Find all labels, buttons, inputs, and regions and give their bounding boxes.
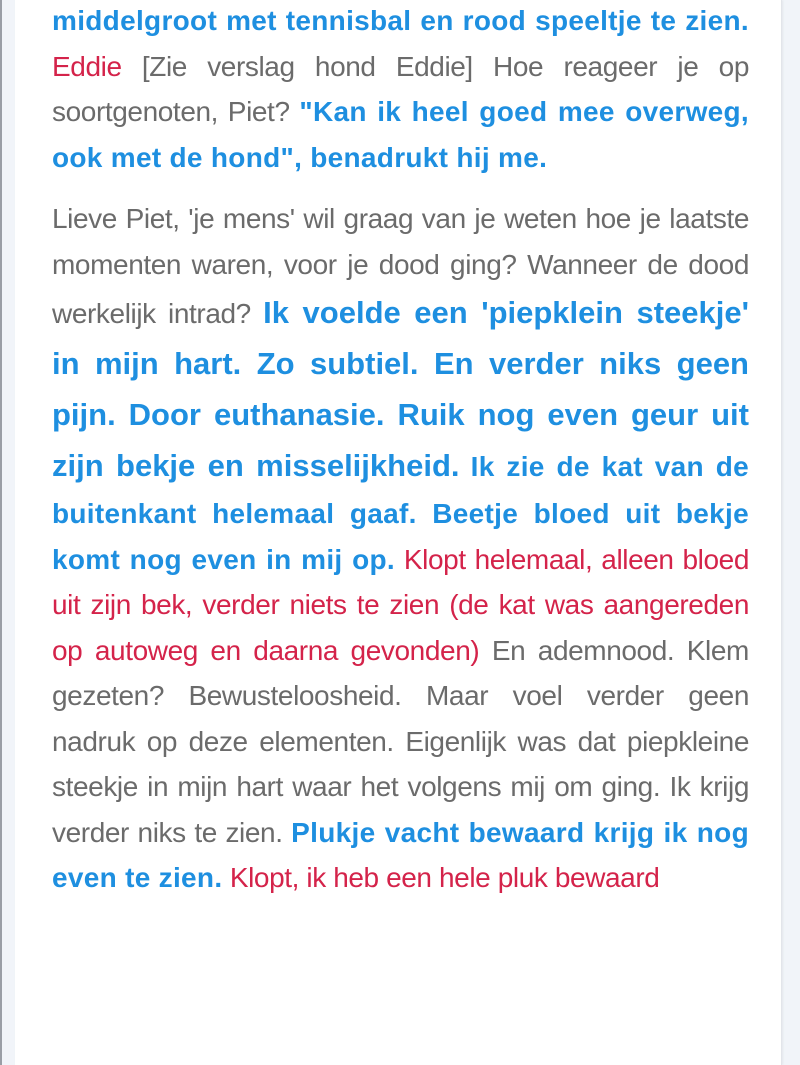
medium-statement: middelgroot met tennisbal en rood speeltje te zien. — [52, 5, 749, 36]
medium-statement-large: Ik voelde een 'piepklein steekje' in mijn hart. Zo subtiel. En verder niks geen pijn. Door euthanasie. Ruik nog even geur uit zijn bekje en misselijkheid. — [52, 295, 749, 483]
owner-note: Eddie — [52, 50, 122, 82]
medium-statement: "Kan ik heel goed mee overweg, ook met de hond", benadrukt hij me. — [52, 96, 750, 173]
owner-confirmation: Klopt, ik heb een hele pluk bewaard — [229, 862, 660, 893]
paragraph-1 — [52, 0, 749, 180]
question-text: [Zie verslag hond Eddie] Hoe reageer je op soortgenoten, Piet? — [52, 50, 749, 127]
owner-confirmation: Klopt helemaal, alleen bloed uit zijn bek, verder niets te zien (de kat was aangereden op autoweg en daarna gevonden) — [52, 543, 749, 666]
article-body — [52, 0, 749, 901]
screen-edge — [0, 0, 2, 1065]
question-text: Lieve Piet, 'je mens' wil graag van je weten hoe je laatste momenten waren, voor je dood ging? Wanneer de dood werkelijk intrad? — [52, 203, 749, 329]
paragraph-2 — [52, 196, 749, 901]
medium-statement: Plukje vacht bewaard krijg ik nog even te zien. — [52, 816, 749, 893]
medium-statement: Ik zie de kat van de buitenkant helemaal gaaf. Beetje bloed uit bekje komt nog even in mij op. — [52, 451, 749, 575]
question-text: En ademnood. Klem gezeten? Bewusteloosheid. Maar voel verder geen nadruk op deze elementen. Eigenlijk was dat piepkleine steekje in mijn hart waar het volgens mij om ging. Ik krijg verder niks te zien. — [52, 634, 749, 848]
